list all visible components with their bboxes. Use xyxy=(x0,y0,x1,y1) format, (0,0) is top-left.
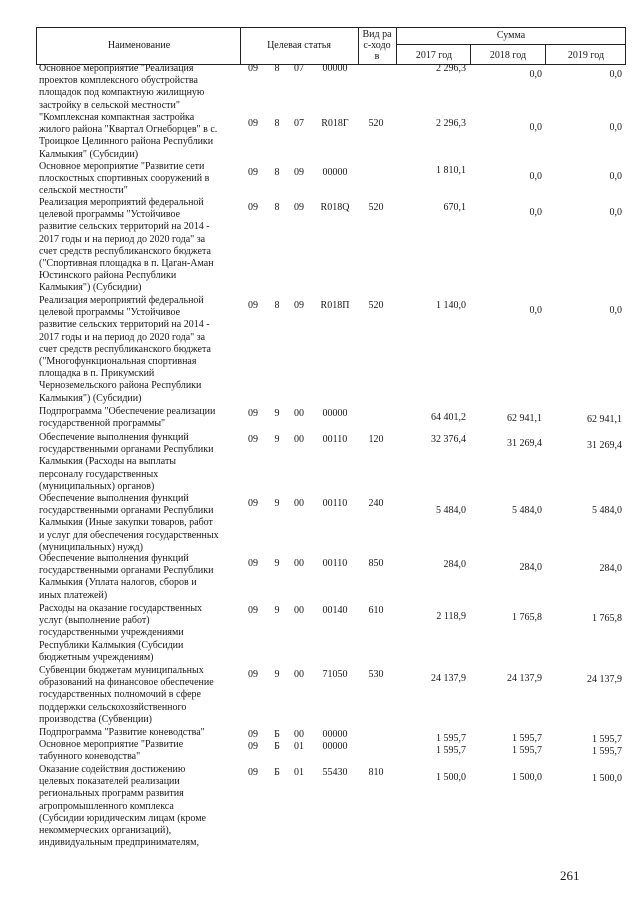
row-code-3: 00 xyxy=(294,498,304,509)
row-sum-2017: 32 376,4 xyxy=(431,434,466,445)
row-sum-2017: 2 118,9 xyxy=(436,611,466,622)
row-code-4: R018Г xyxy=(321,118,349,129)
row-sum-2019: 284,0 xyxy=(599,563,622,574)
row-code-1: 09 xyxy=(248,118,258,129)
row-code-2: Б xyxy=(274,741,280,752)
row-sum-2017: 64 401,2 xyxy=(431,412,466,423)
row-code-2: 9 xyxy=(274,498,280,509)
row-code-2: 8 xyxy=(274,118,280,129)
row-code-2: 8 xyxy=(274,300,280,311)
row-code-3: 00 xyxy=(294,408,304,419)
row-sum-2019: 1 500,0 xyxy=(592,773,622,784)
row-code-3: 09 xyxy=(294,167,304,178)
row-code-3: 07 xyxy=(294,118,304,129)
row-sum-2019: 0,0 xyxy=(609,69,622,80)
row-code-2: 9 xyxy=(274,669,280,680)
row-code-4: 00000 xyxy=(322,408,348,419)
row-sum-2019: 1 595,7 xyxy=(592,734,622,745)
header-name: Наименование xyxy=(107,40,171,51)
row-name: Основное мероприятие "Развитие табунного коневодства" xyxy=(39,739,184,763)
row-name: Обеспечение выполнения функций государственными органами Республики Калмыкия (Иные закупки товаров, работ и услуг для обеспечения государственных (муниципальных) нужд) xyxy=(39,493,219,553)
row-code-4: 55430 xyxy=(322,767,348,778)
row-sum-2018: 62 941,1 xyxy=(507,413,542,424)
row-sum-2018: 1 595,7 xyxy=(512,745,542,756)
row-sum-2017: 2 296,3 xyxy=(436,118,466,129)
row-sum-2019: 0,0 xyxy=(609,305,622,316)
row-name: Реализация мероприятий федеральной целевой программы "Устойчивое развитие сельских территорий на 2014 - 2017 годы и на период до 2020 года" за счет средств республиканского бюджета ("Многофункциональная спортивная площадка в п. Прикумский Черноземельского района Республики Калмыкия") (Субсидии) xyxy=(39,295,211,404)
row-code-4: 00110 xyxy=(322,498,348,509)
row-vid: 850 xyxy=(368,558,384,569)
row-vid: 520 xyxy=(368,202,384,213)
row-sum-2018: 1 595,7 xyxy=(512,733,542,744)
header-divider xyxy=(240,27,241,65)
header-2017: 2017 год xyxy=(415,50,453,61)
row-name: Субвенции бюджетам муниципальных образований на финансовое обеспечение государственных полномочий в сфере поддержки сельскохозяйственного производства (Субвенции) xyxy=(39,665,214,725)
row-code-2: 8 xyxy=(274,167,280,178)
row-name: Расходы на оказание государственных услуг (выполнение работ) государственными учреждениями Республики Калмыкия (Субсидии бюджетным учреждениям) xyxy=(39,603,203,663)
row-sum-2017: 284,0 xyxy=(443,559,466,570)
row-name: Обеспечение выполнения функций государственными органами Республики Калмыкия (Расходы на выплаты персоналу государственных (муниципальных) органов) xyxy=(39,432,214,492)
page-number: 261 xyxy=(560,868,580,883)
row-sum-2019: 0,0 xyxy=(609,171,622,182)
row-vid: 610 xyxy=(368,605,384,616)
row-code-2: Б xyxy=(274,729,280,740)
row-sum-2019: 0,0 xyxy=(609,122,622,133)
row-vid: 530 xyxy=(368,669,384,680)
row-sum-2018: 5 484,0 xyxy=(512,505,542,516)
row-vid: 240 xyxy=(368,498,384,509)
row-code-1: 09 xyxy=(248,167,258,178)
row-code-2: 8 xyxy=(274,63,280,74)
row-sum-2019: 24 137,9 xyxy=(587,674,622,685)
row-code-1: 09 xyxy=(248,202,258,213)
row-name: Основное мероприятие "Реализация проектов комплексного обустройства площадок под компактную жилищную застройку в сельской местности" xyxy=(39,63,205,111)
row-sum-2017: 24 137,9 xyxy=(431,673,466,684)
row-vid: 520 xyxy=(368,118,384,129)
row-code-1: 09 xyxy=(248,558,258,569)
header-2019: 2019 год xyxy=(567,50,605,61)
row-code-3: 07 xyxy=(294,63,304,74)
row-code-4: 00110 xyxy=(322,558,348,569)
row-name: Подпрограмма "Обеспечение реализации государственной программы" xyxy=(39,406,216,430)
row-sum-2019: 0,0 xyxy=(609,207,622,218)
row-sum-2017: 1 595,7 xyxy=(436,745,466,756)
row-code-3: 01 xyxy=(294,767,304,778)
row-name: Реализация мероприятий федеральной целевой программы "Устойчивое развитие сельских территорий на 2014 - 2017 годы и на период до 2020 года" за счет средств республиканского бюджета ("Спортивная площадка в п. Цаган-Аман Юстинского района Республики Калмыкия") (Субсидии) xyxy=(39,197,214,294)
row-code-3: 01 xyxy=(294,741,304,752)
row-code-4: 00140 xyxy=(322,605,348,616)
row-code-1: 09 xyxy=(248,63,258,74)
row-sum-2019: 5 484,0 xyxy=(592,505,622,516)
row-code-3: 00 xyxy=(294,605,304,616)
row-code-1: 09 xyxy=(248,605,258,616)
row-code-4: R018Q xyxy=(320,202,350,213)
row-code-2: 9 xyxy=(274,408,280,419)
row-name: Обеспечение выполнения функций государственными органами Республики Калмыкия (Уплата налогов, сборов и иных платежей) xyxy=(39,553,214,601)
header-2018: 2018 год xyxy=(489,50,527,61)
row-code-1: 09 xyxy=(248,434,258,445)
header-vid xyxy=(358,29,396,62)
row-code-1: 09 xyxy=(248,498,258,509)
row-code-2: 9 xyxy=(274,434,280,445)
row-code-4: R018П xyxy=(320,300,350,311)
row-vid: 810 xyxy=(368,767,384,778)
row-code-3: 09 xyxy=(294,300,304,311)
row-code-4: 71050 xyxy=(322,669,348,680)
row-sum-2017: 670,1 xyxy=(443,202,466,213)
row-code-1: 09 xyxy=(248,300,258,311)
row-code-4: 00000 xyxy=(322,63,348,74)
row-name: Оказание содействия достижению целевых показателей реализации региональных программ развития агропромышленного комплекса (Субсидии юридическим лицам (кроме некоммерческих организаций), индивидуальным предпринимателям, xyxy=(39,764,206,849)
row-sum-2018: 0,0 xyxy=(529,171,542,182)
row-sum-2018: 1 765,8 xyxy=(512,612,542,623)
row-sum-2019: 31 269,4 xyxy=(587,440,622,451)
row-code-3: 00 xyxy=(294,434,304,445)
row-code-1: 09 xyxy=(248,729,258,740)
header-divider xyxy=(396,27,397,65)
row-sum-2017: 1 500,0 xyxy=(436,772,466,783)
row-code-4: 00000 xyxy=(322,167,348,178)
header-sum: Сумма xyxy=(496,30,526,41)
row-code-3: 09 xyxy=(294,202,304,213)
row-code-1: 09 xyxy=(248,741,258,752)
row-sum-2017: 5 484,0 xyxy=(436,505,466,516)
row-code-4: 00000 xyxy=(322,729,348,740)
row-sum-2019: 1 765,8 xyxy=(592,613,622,624)
row-vid: 120 xyxy=(368,434,384,445)
row-sum-2018: 31 269,4 xyxy=(507,438,542,449)
row-sum-2017: 1 595,7 xyxy=(436,733,466,744)
row-name: Подпрограмма "Развитие коневодства" xyxy=(39,727,205,738)
header-vid-text: Вид рас-ходов xyxy=(362,29,392,62)
header-target: Целевая статья xyxy=(267,40,331,51)
row-sum-2018: 0,0 xyxy=(529,122,542,133)
row-sum-2019: 62 941,1 xyxy=(587,414,622,425)
row-code-3: 00 xyxy=(294,729,304,740)
row-sum-2018: 0,0 xyxy=(529,69,542,80)
row-code-2: 9 xyxy=(274,558,280,569)
row-code-3: 00 xyxy=(294,558,304,569)
row-code-1: 09 xyxy=(248,669,258,680)
row-name: Основное мероприятие "Развитие сети плоскостных спортивных сооружений в сельской местности" xyxy=(39,161,210,197)
row-code-4: 00000 xyxy=(322,741,348,752)
row-sum-2017: 1 810,1 xyxy=(436,165,466,176)
row-code-1: 09 xyxy=(248,408,258,419)
row-sum-2017: 2 296,3 xyxy=(436,63,466,74)
row-vid: 520 xyxy=(368,300,384,311)
row-code-2: Б xyxy=(274,767,280,778)
row-sum-2018: 1 500,0 xyxy=(512,772,542,783)
row-code-2: 8 xyxy=(274,202,280,213)
row-sum-2017: 1 140,0 xyxy=(436,300,466,311)
row-name: "Комплексная компактная застройка жилого района "Квартал Огнеборцев" в с. Троицкое Целинного района Республики Калмыкия" (Субсидии) xyxy=(39,112,218,160)
row-sum-2018: 24 137,9 xyxy=(507,673,542,684)
row-sum-2018: 0,0 xyxy=(529,207,542,218)
row-code-1: 09 xyxy=(248,767,258,778)
row-code-2: 9 xyxy=(274,605,280,616)
row-sum-2018: 0,0 xyxy=(529,305,542,316)
row-sum-2018: 284,0 xyxy=(519,562,542,573)
header-divider xyxy=(397,44,626,45)
row-code-4: 00110 xyxy=(322,434,348,445)
row-code-3: 00 xyxy=(294,669,304,680)
row-sum-2019: 1 595,7 xyxy=(592,746,622,757)
